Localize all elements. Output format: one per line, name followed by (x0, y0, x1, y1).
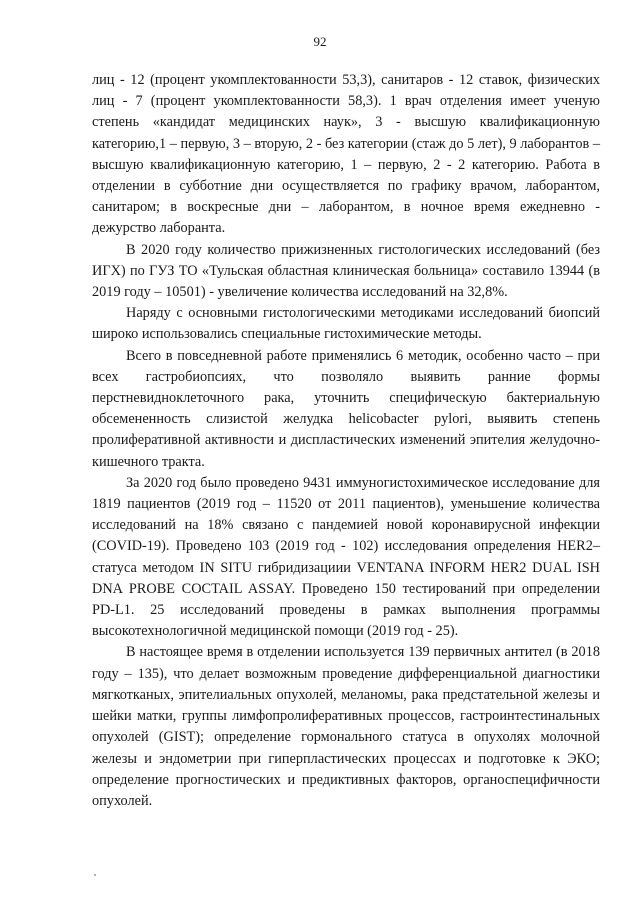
paragraph-antibodies: В настоящее время в отделении используется 139 первичных антител (в 2018 году – 135), что делает возможным проведение дифференциальной диагностики мягкотканых, эпителиальных опухолей, меланомы, рака предстательной железы и шейки матки, группы лимфопролиферативных процессов, гастроинтестинальных опухолей (GIST); определение гормонального статуса в опухолях молочной железы и эндометрии при гиперпластических процессах и подготовке к ЭКО; определение прогностических и предиктивных факторов, органоспецифичности опухолей. (92, 644, 600, 809)
page-number: 92 (313, 34, 327, 49)
document-body (92, 70, 600, 812)
paragraph-methods-used: Всего в повседневной работе применялись 6 методик, особенно часто – при всех гастробиопсиях, что позволяло выявить ранние формы перстневидноклеточного рака, уточнить специфическую бактериальную обсемененность слизистой желудка helicobacter pylori, выявить степень пролиферативной активности и диспластических изменений эпителия желудочно-кишечного тракта. (92, 347, 600, 470)
paragraph-histology-count: В 2020 году количество прижизненных гистологических исследований (без ИГХ) по ГУЗ ТО «Тульская областная клиническая больница» составило 13944 (в 2019 году – 10501) - увеличение количества исследований на 32,8%. (92, 241, 600, 301)
paragraph-staffing: лиц - 12 (процент укомплектованности 53,3), санитаров - 12 ставок, физических лиц - 7 (процент укомплектованности 58,3). 1 врач отделения имеет ученую степень «кандидат медицинских наук», 3 - высшую квалификационную категорию,1 – первую, 3 – вторую, 2 - без категории (стаж до 5 лет), 9 лаборантов – высшую квалификационную категорию, 1 – первую, 2 - 2 категорию. Работа в отделении в субботние дни осуществляется по графику врачом, лаборантом, санитаром; в воскресные дни – лаборантом, в ночное время ежедневно - дежурство лаборанта. (92, 72, 600, 237)
scan-speck (94, 874, 96, 876)
paragraph-ihc-studies: За 2020 год было проведено 9431 иммуногистохимическое исследование для 1819 пациентов (2019 год – 11520 от 2011 пациентов), уменьшение количества исследований на 18% связано с пандемией новой коронавирусной инфекции (COVID-19). Проведено 103 (2019 год - 102) исследования определения HER2–статуса методом IN SITU гибридизациии VENTANA INFORM HER2 DUAL ISH DNA PROBE COCTAIL ASSAY. Проведено 150 тестирований при определении PD-L1. 25 исследований проведены в рамках выполнения программы высокотехнологичной медицинской помощи (2019 год - 25). (92, 474, 600, 640)
paragraph-histochemical-methods: Наряду с основными гистологическими методиками исследований биопсий широко использовались специальные гистохимические методы. (92, 305, 600, 343)
